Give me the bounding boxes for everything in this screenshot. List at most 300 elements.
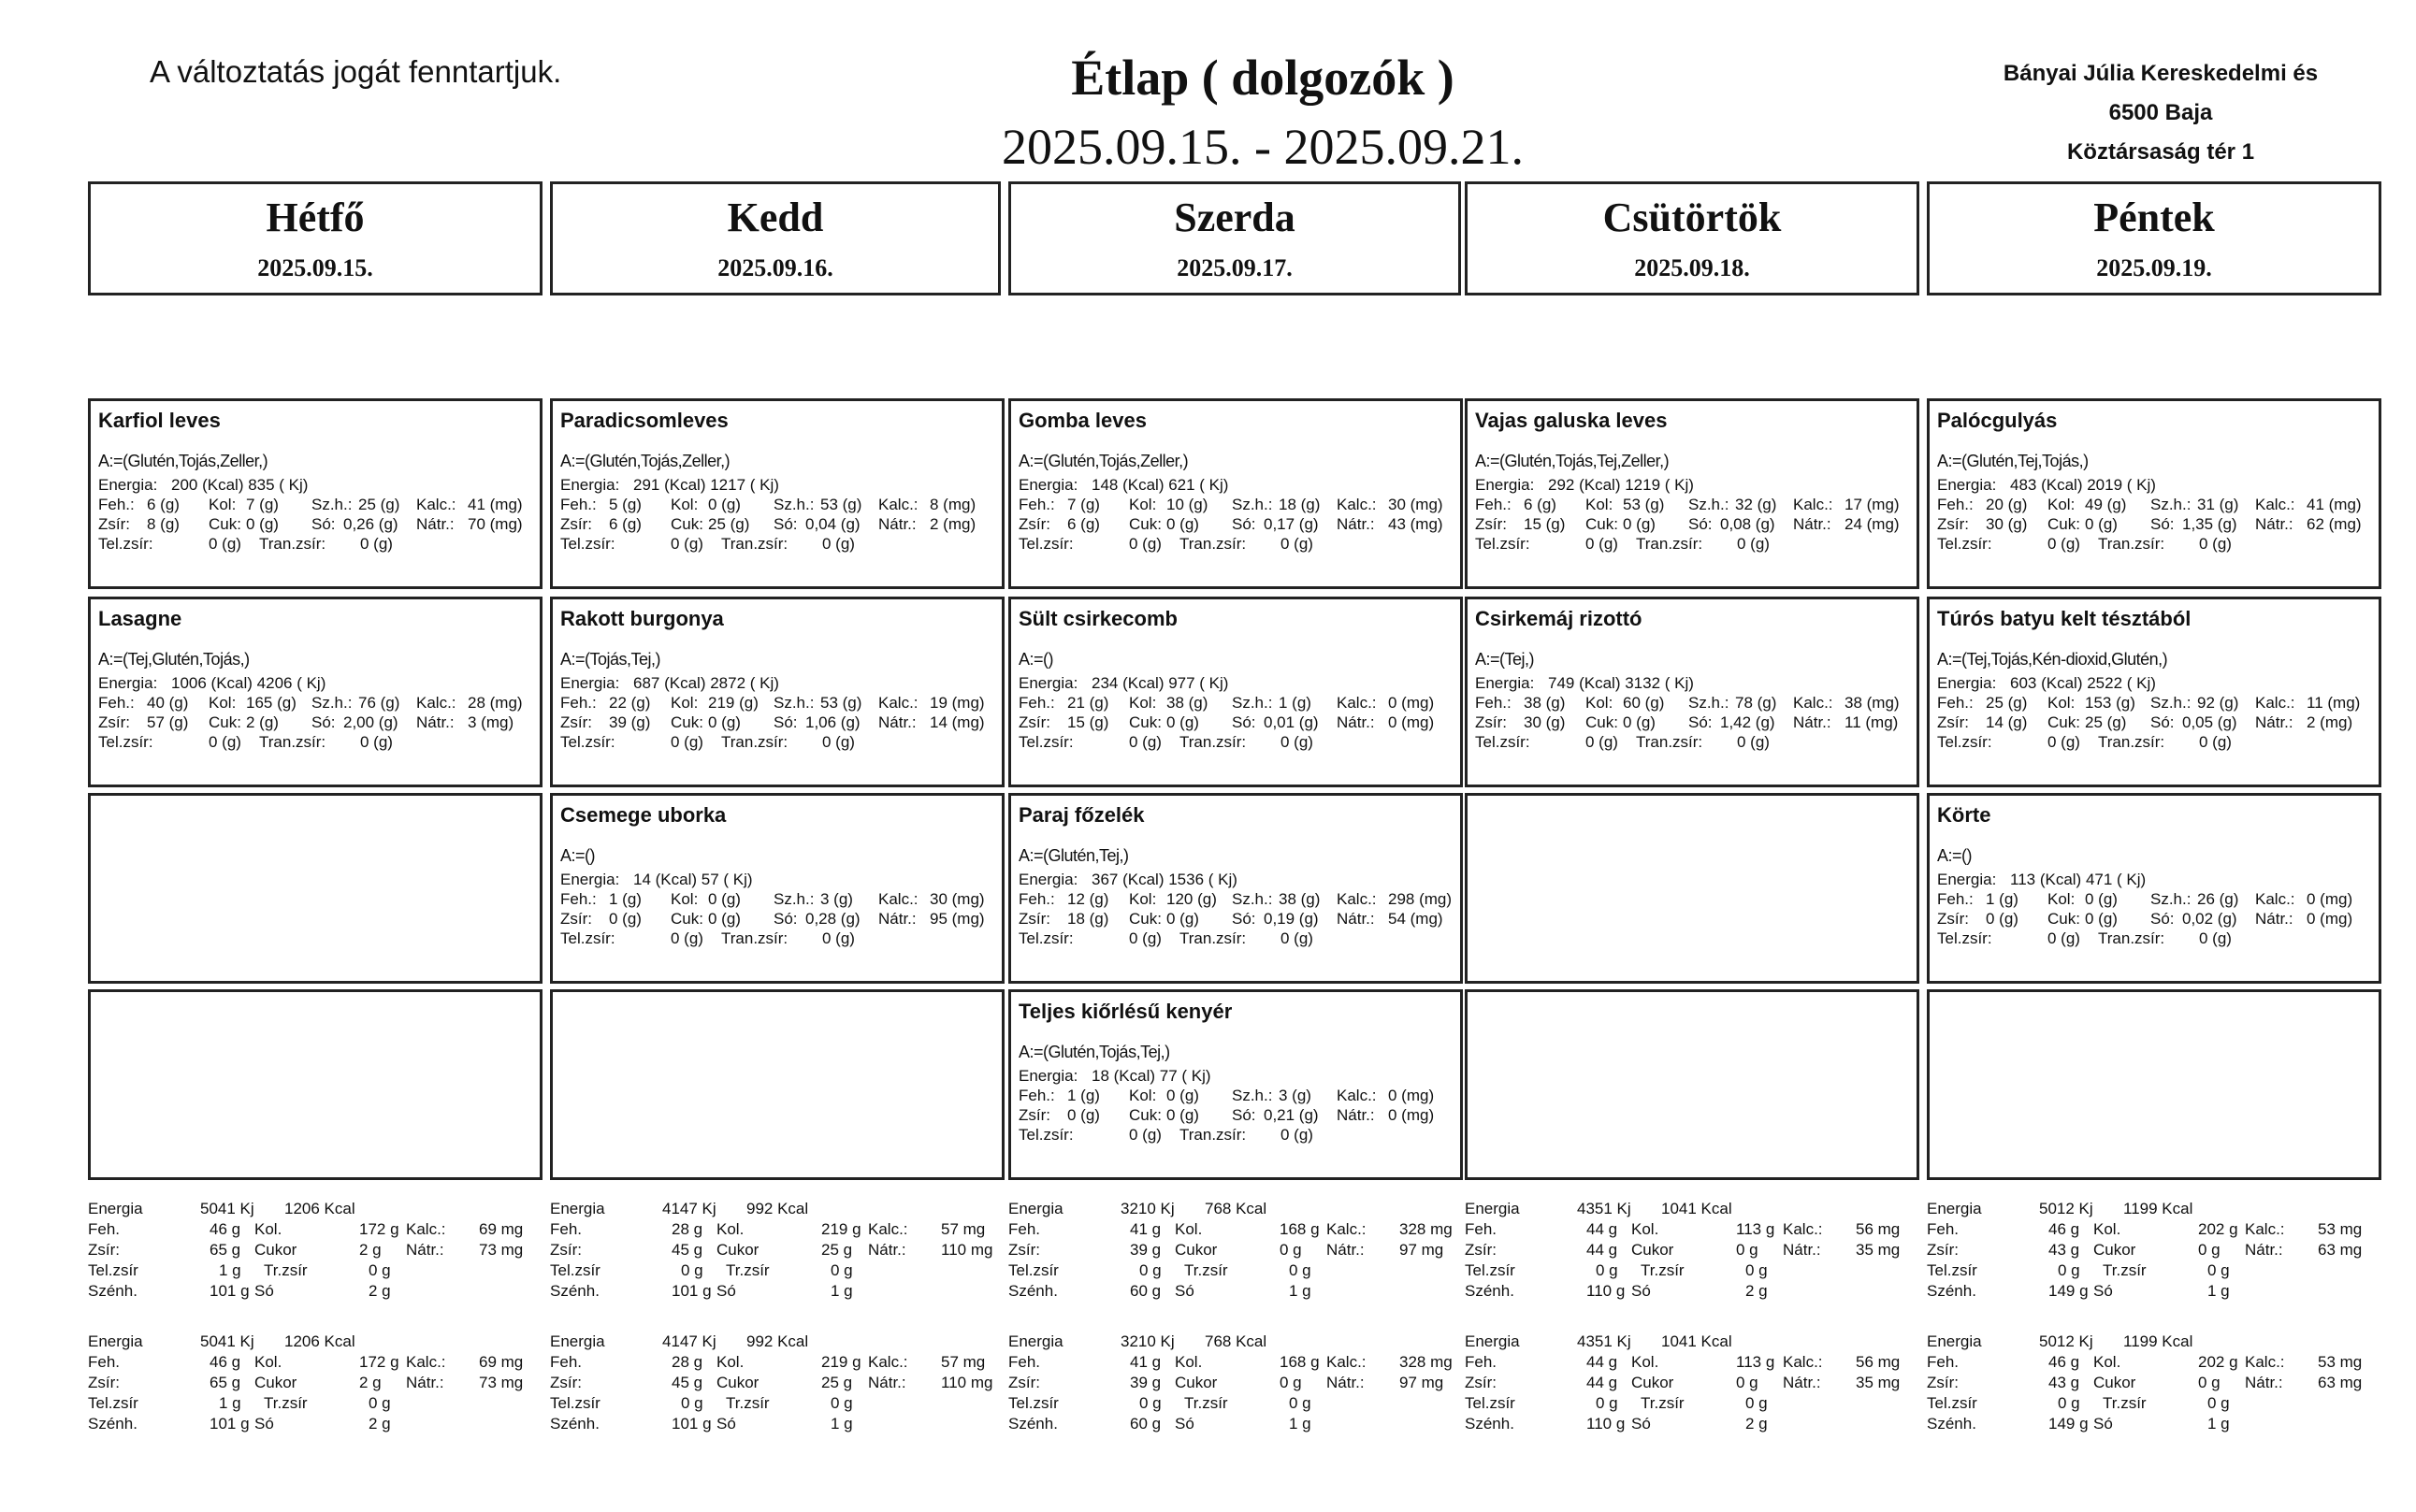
carb-value: 3 (g) xyxy=(1279,1087,1311,1104)
summary-energy-row xyxy=(1008,1332,1463,1352)
energy-value: 1006 (Kcal) 4206 ( Kj) xyxy=(171,674,326,692)
energy-label: Energia: xyxy=(1019,674,1078,692)
fat-row xyxy=(1019,909,1454,929)
saturated-fat-value: 0 (g) xyxy=(1129,1126,1162,1144)
summary-kj: 4351 Kj xyxy=(1577,1200,1631,1217)
summary-saturated-fat-row xyxy=(550,1393,1005,1414)
calcium-label: Kalc.: xyxy=(1337,890,1377,908)
fat-label: Zsír: xyxy=(1019,910,1050,928)
summary-trans-fat-label: Tr.zsír xyxy=(2103,1394,2147,1412)
summary-sodium-label: Nátr.: xyxy=(868,1241,906,1259)
calcium-value: 0 (mg) xyxy=(1388,694,1435,712)
summary-sugar-value: 2 g xyxy=(359,1374,382,1391)
salt-value: 0,17 (g) xyxy=(1264,515,1319,533)
summary-fat-row xyxy=(88,1373,543,1393)
meal-cell xyxy=(550,793,1005,984)
summary-fat-value: 43 g xyxy=(2048,1374,2080,1391)
saturated-fat-row xyxy=(560,929,996,948)
summary-sugar-label: Cukor xyxy=(1631,1374,1674,1391)
summary-trans-fat-value: 0 g xyxy=(369,1394,391,1412)
allergen-list: A:=(Glutén,Tojás,Tej,Zeller,) xyxy=(1475,452,1670,470)
saturated-fat-label: Tel.zsír: xyxy=(1475,535,1530,553)
sugar-label: Cuk: xyxy=(2047,910,2080,928)
summary-saturated-fat-value: 0 g xyxy=(681,1261,703,1279)
summary-fat-row xyxy=(1008,1373,1463,1393)
protein-label: Feh.: xyxy=(1019,1087,1055,1104)
summary-energy-row xyxy=(1927,1199,2381,1219)
sodium-value: 0 (mg) xyxy=(1388,1106,1435,1124)
summary-calcium-value: 57 mg xyxy=(941,1353,986,1371)
sugar-label: Cuk: xyxy=(2047,515,2080,533)
summary-kcal: 1206 Kcal xyxy=(284,1332,355,1350)
nutrition-info xyxy=(553,670,1002,752)
meal-cell xyxy=(1927,793,2381,984)
sugar-value: 0 (g) xyxy=(708,910,741,928)
summary-sugar-value: 0 g xyxy=(1736,1241,1758,1259)
summary-salt-value: 1 g xyxy=(1289,1415,1311,1433)
sodium-label: Nátr.: xyxy=(1793,713,1831,731)
fat-label: Zsír: xyxy=(1937,713,1969,731)
calcium-value: 17 (mg) xyxy=(1845,496,1900,513)
sodium-value: 2 (mg) xyxy=(930,515,977,533)
carb-label: Sz.h.: xyxy=(774,694,815,712)
summary-saturated-fat-value: 1 g xyxy=(219,1261,241,1279)
summary-sodium-value: 35 mg xyxy=(1856,1241,1901,1259)
nutrition-info xyxy=(1011,670,1460,752)
protein-row xyxy=(560,693,996,713)
summary-saturated-fat-label: Tel.zsír xyxy=(88,1394,138,1412)
protein-label: Feh.: xyxy=(560,694,597,712)
energy-label: Energia: xyxy=(1019,871,1078,888)
cholesterol-value: 0 (g) xyxy=(708,496,741,513)
day-date: 2025.09.16. xyxy=(717,254,833,281)
summary-carb-label: Szénh. xyxy=(1008,1282,1058,1300)
trans-fat-value: 0 (g) xyxy=(360,733,393,751)
summary-saturated-fat-value: 0 g xyxy=(1596,1394,1618,1412)
energy-value: 148 (Kcal) 621 ( Kj) xyxy=(1092,476,1229,494)
summary-calcium-value: 57 mg xyxy=(941,1220,986,1238)
fat-value: 30 (g) xyxy=(1986,515,2028,533)
salt-value: 0,21 (g) xyxy=(1264,1106,1319,1124)
carb-value: 92 (g) xyxy=(2197,694,2239,712)
empty-meal-cell xyxy=(88,793,543,984)
energy-label: Energia: xyxy=(98,674,158,692)
summary-salt-value: 1 g xyxy=(2207,1282,2230,1300)
summary-carb-value: 110 g xyxy=(1586,1282,1626,1300)
sodium-label: Nátr.: xyxy=(878,713,917,731)
daily-summary xyxy=(1465,1332,1919,1444)
summary-carb-row xyxy=(88,1281,543,1302)
saturated-fat-row xyxy=(1475,534,1911,554)
summary-sodium-value: 97 mg xyxy=(1399,1374,1444,1391)
energy-value: 234 (Kcal) 977 ( Kj) xyxy=(1092,674,1229,692)
salt-label: Só: xyxy=(774,910,798,928)
summary-saturated-fat-row xyxy=(1465,1260,1919,1281)
saturated-fat-row xyxy=(1475,732,1911,752)
trans-fat-label: Tran.zsír: xyxy=(1179,733,1247,751)
summary-saturated-fat-row xyxy=(88,1260,543,1281)
saturated-fat-row xyxy=(1937,732,2373,752)
company-info xyxy=(1946,54,2376,172)
summary-trans-fat-label: Tr.zsír xyxy=(2103,1261,2147,1279)
summary-fat-label: Zsír: xyxy=(550,1241,582,1259)
protein-value: 1 (g) xyxy=(1067,1087,1100,1104)
carb-value: 78 (g) xyxy=(1735,694,1777,712)
fat-label: Zsír: xyxy=(1019,515,1050,533)
summary-carb-value: 60 g xyxy=(1130,1415,1162,1433)
energy-value: 483 (Kcal) 2019 ( Kj) xyxy=(2010,476,2156,494)
summary-trans-fat-label: Tr.zsír xyxy=(726,1261,770,1279)
sugar-value: 0 (g) xyxy=(1166,713,1199,731)
summary-saturated-fat-row xyxy=(550,1260,1005,1281)
trans-fat-label: Tran.zsír: xyxy=(1636,733,1703,751)
nutrition-info xyxy=(1930,670,2379,752)
carb-value: 38 (g) xyxy=(1279,890,1321,908)
allergen-list: A:=(Glutén,Tojás,Zeller,) xyxy=(98,452,268,470)
salt-label: Só: xyxy=(2150,713,2175,731)
cholesterol-value: 120 (g) xyxy=(1166,890,1217,908)
summary-salt-value: 2 g xyxy=(369,1415,391,1433)
summary-fat-label: Zsír: xyxy=(1927,1241,1959,1259)
cholesterol-label: Kol: xyxy=(1129,496,1157,513)
energy-label: Energia: xyxy=(560,871,620,888)
summary-saturated-fat-value: 0 g xyxy=(1139,1394,1162,1412)
sugar-label: Cuk: xyxy=(2047,713,2080,731)
salt-label: Só: xyxy=(2150,910,2175,928)
summary-sodium-value: 110 mg xyxy=(941,1241,993,1259)
summary-fat-label: Zsír: xyxy=(1465,1374,1497,1391)
energy-row xyxy=(1019,475,1454,495)
sugar-value: 25 (g) xyxy=(708,515,750,533)
sodium-value: 54 (mg) xyxy=(1388,910,1443,928)
saturated-fat-label: Tel.zsír: xyxy=(1019,929,1074,947)
sodium-label: Nátr.: xyxy=(878,515,917,533)
summary-trans-fat-value: 0 g xyxy=(831,1394,853,1412)
summary-calcium-label: Kalc.: xyxy=(1783,1220,1823,1238)
saturated-fat-row xyxy=(98,534,534,554)
fat-label: Zsír: xyxy=(1937,910,1969,928)
cholesterol-label: Kol: xyxy=(671,890,699,908)
carb-value: 1 (g) xyxy=(1279,694,1311,712)
summary-salt-value: 1 g xyxy=(1289,1282,1311,1300)
company-city: 6500 Baja xyxy=(2108,100,2213,125)
dish-name: Karfiol leves xyxy=(98,409,221,432)
energy-row xyxy=(1937,870,2373,889)
menu-title: Étlap ( dolgozók ) xyxy=(1071,50,1454,106)
summary-protein-value: 46 g xyxy=(210,1353,241,1371)
summary-cholesterol-label: Kol. xyxy=(2093,1353,2121,1371)
summary-sodium-label: Nátr.: xyxy=(406,1241,444,1259)
summary-protein-value: 41 g xyxy=(1130,1353,1162,1371)
cholesterol-value: 0 (g) xyxy=(2085,890,2118,908)
calcium-value: 30 (mg) xyxy=(930,890,985,908)
summary-carb-row xyxy=(1927,1414,2381,1434)
summary-salt-value: 1 g xyxy=(831,1282,853,1300)
meal-cell xyxy=(1927,597,2381,787)
energy-value: 14 (Kcal) 57 ( Kj) xyxy=(633,871,753,888)
cholesterol-label: Kol: xyxy=(1129,694,1157,712)
empty-meal-cell xyxy=(1927,989,2381,1180)
summary-fat-value: 45 g xyxy=(672,1374,703,1391)
summary-energy-label: Energia xyxy=(88,1332,143,1350)
daily-summary xyxy=(550,1332,1005,1444)
summary-kcal: 992 Kcal xyxy=(746,1332,809,1350)
summary-protein-label: Feh. xyxy=(1927,1220,1960,1238)
summary-cholesterol-label: Kol. xyxy=(254,1220,282,1238)
summary-protein-value: 44 g xyxy=(1586,1220,1618,1238)
summary-trans-fat-value: 0 g xyxy=(1745,1261,1768,1279)
sugar-value: 0 (g) xyxy=(2085,515,2118,533)
allergen-list: A:=(Glutén,Tojás,Zeller,) xyxy=(1019,452,1189,470)
cholesterol-value: 53 (g) xyxy=(1623,496,1665,513)
energy-row xyxy=(1937,673,2373,693)
fat-value: 18 (g) xyxy=(1067,910,1109,928)
carb-label: Sz.h.: xyxy=(2150,496,2192,513)
energy-label: Energia: xyxy=(1937,871,1997,888)
summary-saturated-fat-value: 0 g xyxy=(681,1394,703,1412)
nutrition-info xyxy=(1930,471,2379,554)
summary-salt-label: Só xyxy=(716,1282,736,1300)
cholesterol-label: Kol: xyxy=(1585,496,1613,513)
trans-fat-value: 0 (g) xyxy=(360,535,393,553)
trans-fat-value: 0 (g) xyxy=(822,733,855,751)
energy-row xyxy=(1937,475,2373,495)
saturated-fat-label: Tel.zsír: xyxy=(1019,733,1074,751)
summary-sodium-value: 73 mg xyxy=(479,1374,524,1391)
summary-trans-fat-label: Tr.zsír xyxy=(264,1394,308,1412)
protein-value: 1 (g) xyxy=(1986,890,2018,908)
trans-fat-value: 0 (g) xyxy=(1737,535,1770,553)
calcium-value: 0 (mg) xyxy=(2307,890,2353,908)
saturated-fat-label: Tel.zsír: xyxy=(1019,535,1074,553)
saturated-fat-label: Tel.zsír: xyxy=(98,535,153,553)
salt-value: 2,00 (g) xyxy=(343,713,398,731)
nutrition-info xyxy=(1011,1062,1460,1145)
protein-row xyxy=(560,889,996,909)
summary-kcal: 992 Kcal xyxy=(746,1200,809,1217)
summary-calcium-label: Kalc.: xyxy=(1783,1353,1823,1371)
fat-row xyxy=(1937,514,2373,534)
summary-cholesterol-value: 168 g xyxy=(1280,1220,1320,1238)
carb-label: Sz.h.: xyxy=(774,890,815,908)
saturated-fat-value: 0 (g) xyxy=(209,535,241,553)
trans-fat-value: 0 (g) xyxy=(2199,929,2232,947)
sodium-label: Nátr.: xyxy=(416,515,455,533)
summary-salt-value: 2 g xyxy=(1745,1282,1768,1300)
summary-kj: 3210 Kj xyxy=(1121,1332,1175,1350)
cholesterol-value: 10 (g) xyxy=(1166,496,1208,513)
sugar-value: 2 (g) xyxy=(246,713,279,731)
summary-trans-fat-label: Tr.zsír xyxy=(1184,1394,1228,1412)
summary-salt-label: Só xyxy=(254,1282,274,1300)
carb-label: Sz.h.: xyxy=(2150,890,2192,908)
summary-calcium-value: 69 mg xyxy=(479,1353,524,1371)
summary-saturated-fat-label: Tel.zsír xyxy=(1465,1261,1515,1279)
fat-value: 0 (g) xyxy=(1067,1106,1100,1124)
saturated-fat-label: Tel.zsír: xyxy=(1475,733,1530,751)
salt-value: 0,01 (g) xyxy=(1264,713,1319,731)
summary-fat-value: 65 g xyxy=(210,1374,241,1391)
energy-value: 18 (Kcal) 77 ( Kj) xyxy=(1092,1067,1211,1085)
energy-value: 687 (Kcal) 2872 ( Kj) xyxy=(633,674,779,692)
cholesterol-value: 7 (g) xyxy=(246,496,279,513)
energy-row xyxy=(98,475,534,495)
summary-sodium-label: Nátr.: xyxy=(1326,1374,1365,1391)
summary-sodium-label: Nátr.: xyxy=(406,1374,444,1391)
summary-calcium-label: Kalc.: xyxy=(868,1220,908,1238)
summary-salt-label: Só xyxy=(254,1415,274,1433)
summary-calcium-value: 53 mg xyxy=(2318,1353,2363,1371)
summary-energy-row xyxy=(550,1332,1005,1352)
energy-row xyxy=(1019,1066,1454,1086)
sugar-label: Cuk: xyxy=(1585,515,1618,533)
daily-summary xyxy=(88,1332,543,1444)
carb-value: 32 (g) xyxy=(1735,496,1777,513)
saturated-fat-row xyxy=(1019,732,1454,752)
trans-fat-value: 0 (g) xyxy=(1280,535,1313,553)
summary-saturated-fat-row xyxy=(1927,1393,2381,1414)
summary-kcal: 768 Kcal xyxy=(1205,1332,1267,1350)
energy-row xyxy=(560,673,996,693)
summary-trans-fat-value: 0 g xyxy=(831,1261,853,1279)
summary-sugar-label: Cukor xyxy=(1175,1374,1218,1391)
summary-cholesterol-value: 113 g xyxy=(1736,1220,1775,1238)
sodium-value: 70 (mg) xyxy=(468,515,523,533)
sodium-value: 14 (mg) xyxy=(930,713,985,731)
protein-row xyxy=(1475,495,1911,514)
summary-fat-label: Zsír: xyxy=(1008,1374,1040,1391)
salt-label: Só: xyxy=(311,515,336,533)
summary-saturated-fat-label: Tel.zsír xyxy=(1465,1394,1515,1412)
dish-name: Teljes kiőrlésű kenyér xyxy=(1019,1000,1233,1023)
allergen-list: A:=(Glutén,Tojás,Zeller,) xyxy=(560,452,731,470)
summary-energy-label: Energia xyxy=(1008,1332,1063,1350)
calcium-value: 41 (mg) xyxy=(2307,496,2362,513)
day-date: 2025.09.19. xyxy=(2096,254,2212,281)
fat-row xyxy=(560,909,996,929)
protein-value: 40 (g) xyxy=(147,694,189,712)
allergen-list: A:=() xyxy=(1019,650,1054,669)
saturated-fat-value: 0 (g) xyxy=(1129,535,1162,553)
summary-carb-label: Szénh. xyxy=(1465,1415,1514,1433)
trans-fat-value: 0 (g) xyxy=(1280,733,1313,751)
meal-cell xyxy=(1008,793,1463,984)
salt-value: 0,04 (g) xyxy=(805,515,861,533)
sodium-value: 3 (mg) xyxy=(468,713,514,731)
summary-cholesterol-value: 168 g xyxy=(1280,1353,1320,1371)
cholesterol-label: Kol: xyxy=(2047,890,2076,908)
summary-protein-row xyxy=(1465,1219,1919,1240)
summary-calcium-value: 328 mg xyxy=(1399,1353,1453,1371)
sodium-label: Nátr.: xyxy=(1337,910,1375,928)
energy-label: Energia: xyxy=(560,674,620,692)
summary-carb-row xyxy=(1465,1281,1919,1302)
meal-cell xyxy=(1465,398,1919,589)
carb-label: Sz.h.: xyxy=(311,496,353,513)
summary-calcium-value: 328 mg xyxy=(1399,1220,1453,1238)
energy-label: Energia: xyxy=(1475,674,1535,692)
salt-value: 0,26 (g) xyxy=(343,515,398,533)
protein-label: Feh.: xyxy=(1019,694,1055,712)
saturated-fat-row xyxy=(1019,534,1454,554)
summary-salt-value: 2 g xyxy=(369,1282,391,1300)
energy-label: Energia: xyxy=(560,476,620,494)
fat-row xyxy=(1475,713,1911,732)
cholesterol-value: 0 (g) xyxy=(708,890,741,908)
summary-carb-row xyxy=(1927,1281,2381,1302)
summary-carb-label: Szénh. xyxy=(1927,1282,1976,1300)
trans-fat-value: 0 (g) xyxy=(822,535,855,553)
day-date: 2025.09.17. xyxy=(1177,254,1293,281)
saturated-fat-row xyxy=(98,732,534,752)
energy-row xyxy=(560,870,996,889)
protein-label: Feh.: xyxy=(1937,694,1974,712)
summary-salt-label: Só xyxy=(2093,1415,2113,1433)
calcium-value: 41 (mg) xyxy=(468,496,523,513)
energy-value: 367 (Kcal) 1536 ( Kj) xyxy=(1092,871,1237,888)
summary-trans-fat-value: 0 g xyxy=(1289,1261,1311,1279)
fat-value: 57 (g) xyxy=(147,713,189,731)
protein-row xyxy=(98,495,534,514)
energy-label: Energia: xyxy=(1019,476,1078,494)
sugar-label: Cuk: xyxy=(1129,910,1162,928)
summary-fat-value: 44 g xyxy=(1586,1241,1618,1259)
summary-kj: 5041 Kj xyxy=(200,1200,254,1217)
protein-row xyxy=(1937,495,2373,514)
summary-carb-label: Szénh. xyxy=(550,1415,600,1433)
fat-row xyxy=(1937,713,2373,732)
sugar-value: 0 (g) xyxy=(1623,515,1656,533)
summary-protein-value: 28 g xyxy=(672,1220,703,1238)
fat-label: Zsír: xyxy=(98,515,130,533)
salt-label: Só: xyxy=(1232,1106,1256,1124)
meal-cell xyxy=(550,597,1005,787)
sugar-value: 25 (g) xyxy=(2085,713,2127,731)
summary-protein-value: 44 g xyxy=(1586,1353,1618,1371)
saturated-fat-label: Tel.zsír: xyxy=(1937,929,1992,947)
energy-row xyxy=(1019,673,1454,693)
protein-value: 6 (g) xyxy=(1524,496,1556,513)
summary-sugar-value: 0 g xyxy=(1736,1374,1758,1391)
summary-kj: 5041 Kj xyxy=(200,1332,254,1350)
summary-saturated-fat-label: Tel.zsír xyxy=(1008,1261,1059,1279)
fat-row xyxy=(98,514,534,534)
trans-fat-label: Tran.zsír: xyxy=(259,733,326,751)
trans-fat-value: 0 (g) xyxy=(2199,733,2232,751)
summary-calcium-value: 53 mg xyxy=(2318,1220,2363,1238)
cholesterol-label: Kol: xyxy=(671,496,699,513)
meal-cell xyxy=(1008,989,1463,1180)
summary-trans-fat-value: 0 g xyxy=(1289,1394,1311,1412)
summary-fat-row xyxy=(1008,1240,1463,1260)
allergen-list: A:=(Glutén,Tojás,Tej,) xyxy=(1019,1043,1170,1061)
daily-summary xyxy=(1008,1199,1463,1311)
dish-name: Paraj főzelék xyxy=(1019,803,1145,827)
summary-protein-row xyxy=(88,1352,543,1373)
summary-saturated-fat-label: Tel.zsír xyxy=(550,1261,600,1279)
empty-meal-cell xyxy=(1465,793,1919,984)
summary-kj: 4147 Kj xyxy=(662,1200,716,1217)
calcium-value: 28 (mg) xyxy=(468,694,523,712)
saturated-fat-value: 0 (g) xyxy=(671,929,703,947)
fat-row xyxy=(560,514,996,534)
sugar-label: Cuk: xyxy=(1129,515,1162,533)
summary-sodium-label: Nátr.: xyxy=(868,1374,906,1391)
fat-value: 6 (g) xyxy=(1067,515,1100,533)
summary-protein-label: Feh. xyxy=(1465,1220,1497,1238)
summary-fat-row xyxy=(1927,1240,2381,1260)
summary-energy-row xyxy=(1008,1199,1463,1219)
